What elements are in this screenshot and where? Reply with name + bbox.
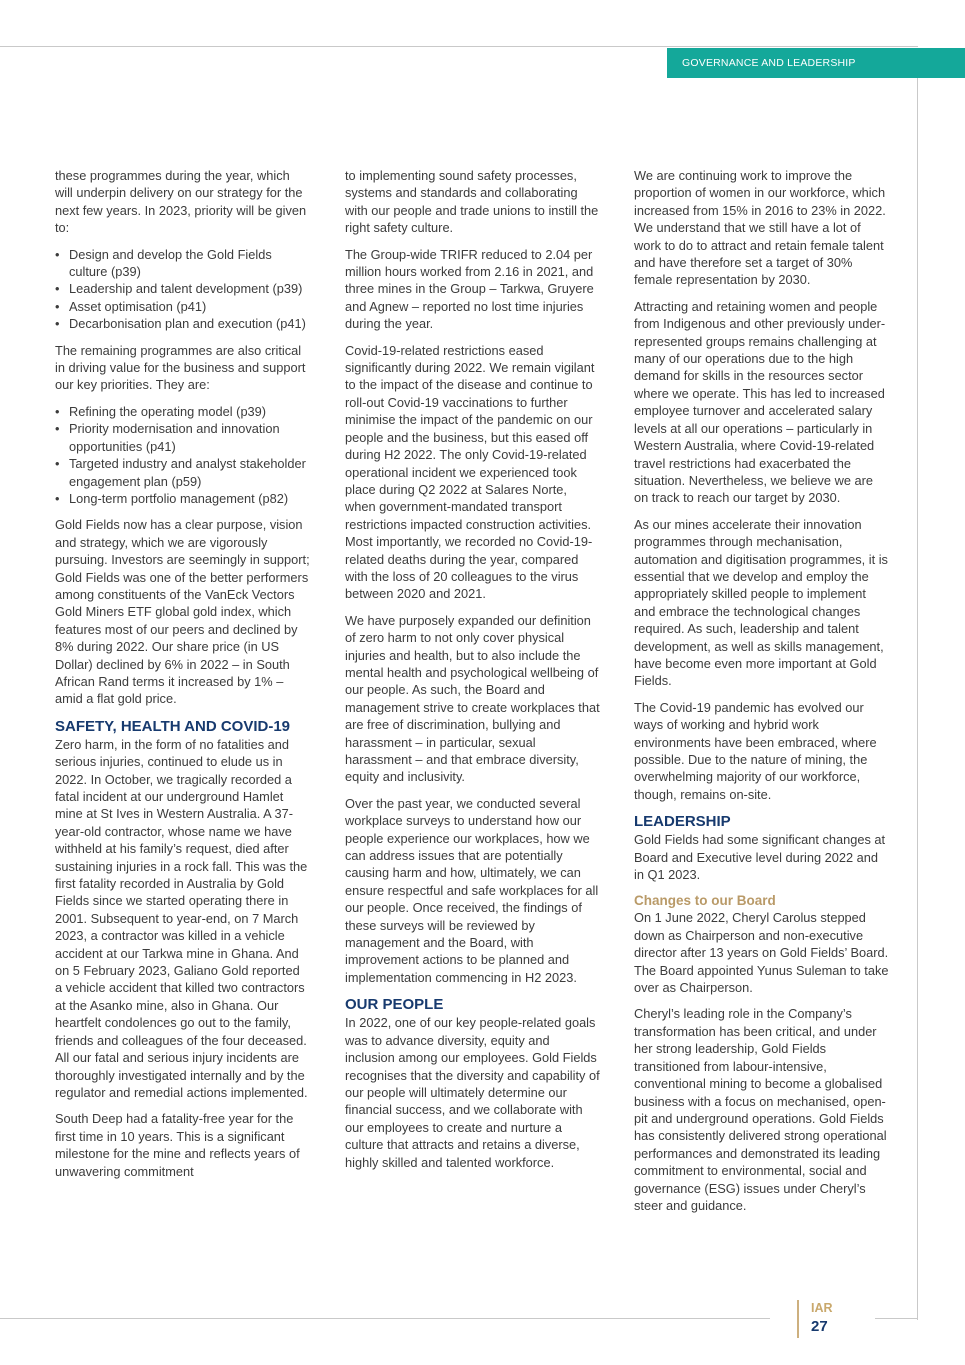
south-deep-paragraph: South Deep had a fatality-free year for the first time in 10 years. This is a significant milestone for the mine and reflects years of unwavering commitment <box>55 1111 300 1179</box>
leadership-heading: LEADERSHIP <box>634 813 731 831</box>
list-item: • Leadership and talent development (p39) <box>55 280 310 297</box>
report-label: IAR <box>811 1301 833 1315</box>
list-item: • Long-term portfolio management (p82) <box>55 490 310 507</box>
page-number: 27 <box>811 1318 828 1335</box>
intro-paragraph: these programmes during the year, which will underpin delivery on our strategy for the next few years. In 2023, priority will be given to: <box>55 168 307 236</box>
column-middle <box>345 167 600 1180</box>
list-item: • Targeted industry and analyst stakeholder engagement plan (p59) <box>55 455 310 490</box>
list-item: • Design and develop the Gold Fields culture (p39) <box>55 246 310 281</box>
women-paragraph: We are continuing work to improve the proportion of women in our workforce, which increased from 15% in 2016 to 23% in 2022. We understand that we still have a lot of work to do to attract and retain female talent and have therefore set a target of 30% female representation by 2030. <box>634 168 886 288</box>
cheryl-paragraph: Cheryl’s leading role in the Company’s transformation has been critical, and under her strong leadership, Gold Fields transitioned from labour-intensive, conventional mining to become a globalised business with a focus on mechanised, open-pit and underground operations. Gold Fields has consistently delivered strong operational performances and demonstrated its leading commitment to environmental, social and governance (ESG) issues under Cheryl’s steer and guidance. <box>634 1006 887 1213</box>
top-rule <box>0 46 918 47</box>
section-tab: GOVERNANCE AND LEADERSHIP <box>667 48 965 78</box>
remaining-intro-paragraph: The remaining programmes are also critical in driving value for the business and support our key priorities. They are: <box>55 342 306 393</box>
list-item: • Decarbonisation plan and execution (p41) <box>55 315 310 332</box>
zero-harm-paragraph: We have purposely expanded our definition of zero harm to not only cover physical injuries and health, but to also include the mental health and psychological wellbeing of our people. As such, the Board and management strive to create workplaces that are free of discrimination, bullying and harassment – in particular, sexual harassment – and that embrace diversity, equity and inclusivity. <box>345 612 600 785</box>
purpose-paragraph: Gold Fields now has a clear purpose, vision and strategy, which we are vigorously pursuing. Investors are seemingly in support; Gold Fields was one of the better performers among constituents of the VanEck Vectors Gold Miners ETF global gold index, which features most of our peers and declined by 8% during 2022. Our share price (in US Dollar) declined by 6% in 2022 – in South African Rand terms it increased by 1% – amid a flat gold price. <box>55 517 310 707</box>
covid-paragraph: Covid-19-related restrictions eased significantly during 2022. We remain vigilant to the impact of the disease and continue to roll-out Covid-19 vaccinations to further minimise the impact of the pandemic on our people and the business, but this eased off during H2 2022. The only Covid-19-related operational incident we experienced took place during Q2 2022 at Salares Norte, when government-mandated transport restrictions impacted construction activities. Most importantly, we recorded no Covid-19-related deaths during the year, compared with the loss of 20 colleagues to the virus between 2020 and 2021. <box>345 342 595 602</box>
priority-list <box>55 246 310 333</box>
continuation-paragraph: to implementing sound safety processes, systems and standards and collaborating with our people and trade unions to instill the right safety culture. <box>345 168 599 236</box>
list-item: • Asset optimisation (p41) <box>55 298 310 315</box>
column-left <box>55 167 310 1189</box>
list-item: • Priority modernisation and innovation opportunities (p41) <box>55 420 310 455</box>
safety-paragraph: Zero harm, in the form of no fatalities and serious injuries, continued to elude us in 2022. In October, we tragically recorded a fatal incident at our underground Hamlet mine at St Ives in Western Australia. A 37-year-old contractor, whose name we have withheld at his family’s request, died after sustaining injuries in a rock fall. This was the first fatality recorded in Australia by Gold Fields since we started operating there in 2001. Subsequent to year-end, on 7 March 2023, a contractor was killed in a vehicle accident at our Tarkwa mine in Ghana. And on 5 February 2023, Galiano Gold reported a vehicle accident that killed two contractors at the Asanko mine, also in Ghana. Our heartfelt condolences go out to the family, friends and colleagues of the four deceased. All our fatal and serious injury incidents are thoroughly investigated internally and by the regulator and remedial actions implemented. <box>55 736 308 1100</box>
list-item: • Refining the operating model (p39) <box>55 403 310 420</box>
innovation-paragraph: As our mines accelerate their innovation programmes through mechanisation, automation and digitisation programmes, it is essential that we develop and employ the appropriately skilled people to implement and embrace the technological changes required. As such, leadership and talent development, as well as skills management, have become even more important at Gold Fields. <box>634 516 888 689</box>
right-rule <box>917 78 918 1320</box>
trifr-paragraph: The Group-wide TRIFR reduced to 2.04 per million hours worked from 2.16 in 2021, and three mines in the Group – Tarkwa, Gruyere and Agnew – reported no lost time injuries during the year. <box>345 246 594 332</box>
bottom-rule-right <box>875 1318 918 1319</box>
leadership-paragraph: Gold Fields had some significant changes at Board and Executive level during 2022 and in Q1 2023. <box>634 832 886 883</box>
board-paragraph: On 1 June 2022, Cheryl Carolus stepped down as Chairperson and non-executive director after 13 years on Gold Fields’ Board. The Board appointed Yunus Suleman to take over as Chairperson. <box>634 910 889 996</box>
page-marker <box>797 1300 833 1338</box>
column-right <box>634 167 889 1223</box>
attracting-paragraph: Attracting and retaining women and people from Indigenous and other previously under-represented groups remains challenging at many of our operations due to the high demand for skills in the resources sector where we operate. This has led to increased employee turnover and accelerated salary levels at all our operations – particularly in Western Australia, where Covid-19-related travel restrictions had exacerbated the situation. Nevertheless, we believe we are on track to reach our target by 2030. <box>634 298 886 506</box>
pandemic-paragraph: The Covid-19 pandemic has evolved our ways of working and hybrid work environments have been embraced, where possible. Due to the nature of mining, the overwhelming majority of our workforce, though, remains on-site. <box>634 699 877 802</box>
bottom-rule <box>0 1318 770 1319</box>
surveys-paragraph: Over the past year, we conducted several workplace surveys to understand how our people experience our workplaces, how we can address issues that are potentially causing harm and how, ultimately, we can ensure respectful and safe workplaces for all our people. Once received, the findings of these surveys will be reviewed by management and the Board, with improvement actions to be planned and implementation commencing in H2 2023. <box>345 795 599 985</box>
people-heading: OUR PEOPLE <box>345 996 444 1014</box>
safety-heading: SAFETY, HEALTH AND COVID-19 <box>55 717 291 735</box>
board-subheading: Changes to our Board <box>634 893 776 909</box>
remaining-list <box>55 403 310 507</box>
people-paragraph: In 2022, one of our key people-related goals was to advance diversity, equity and inclusion among our employees. Gold Fields recognises that the diversity and capability of our people will ultimately determine our financial success, and we collaborate with our employees to create and nurture a culture that attracts and retains a diverse, highly skilled and talented workforce. <box>345 1015 600 1170</box>
